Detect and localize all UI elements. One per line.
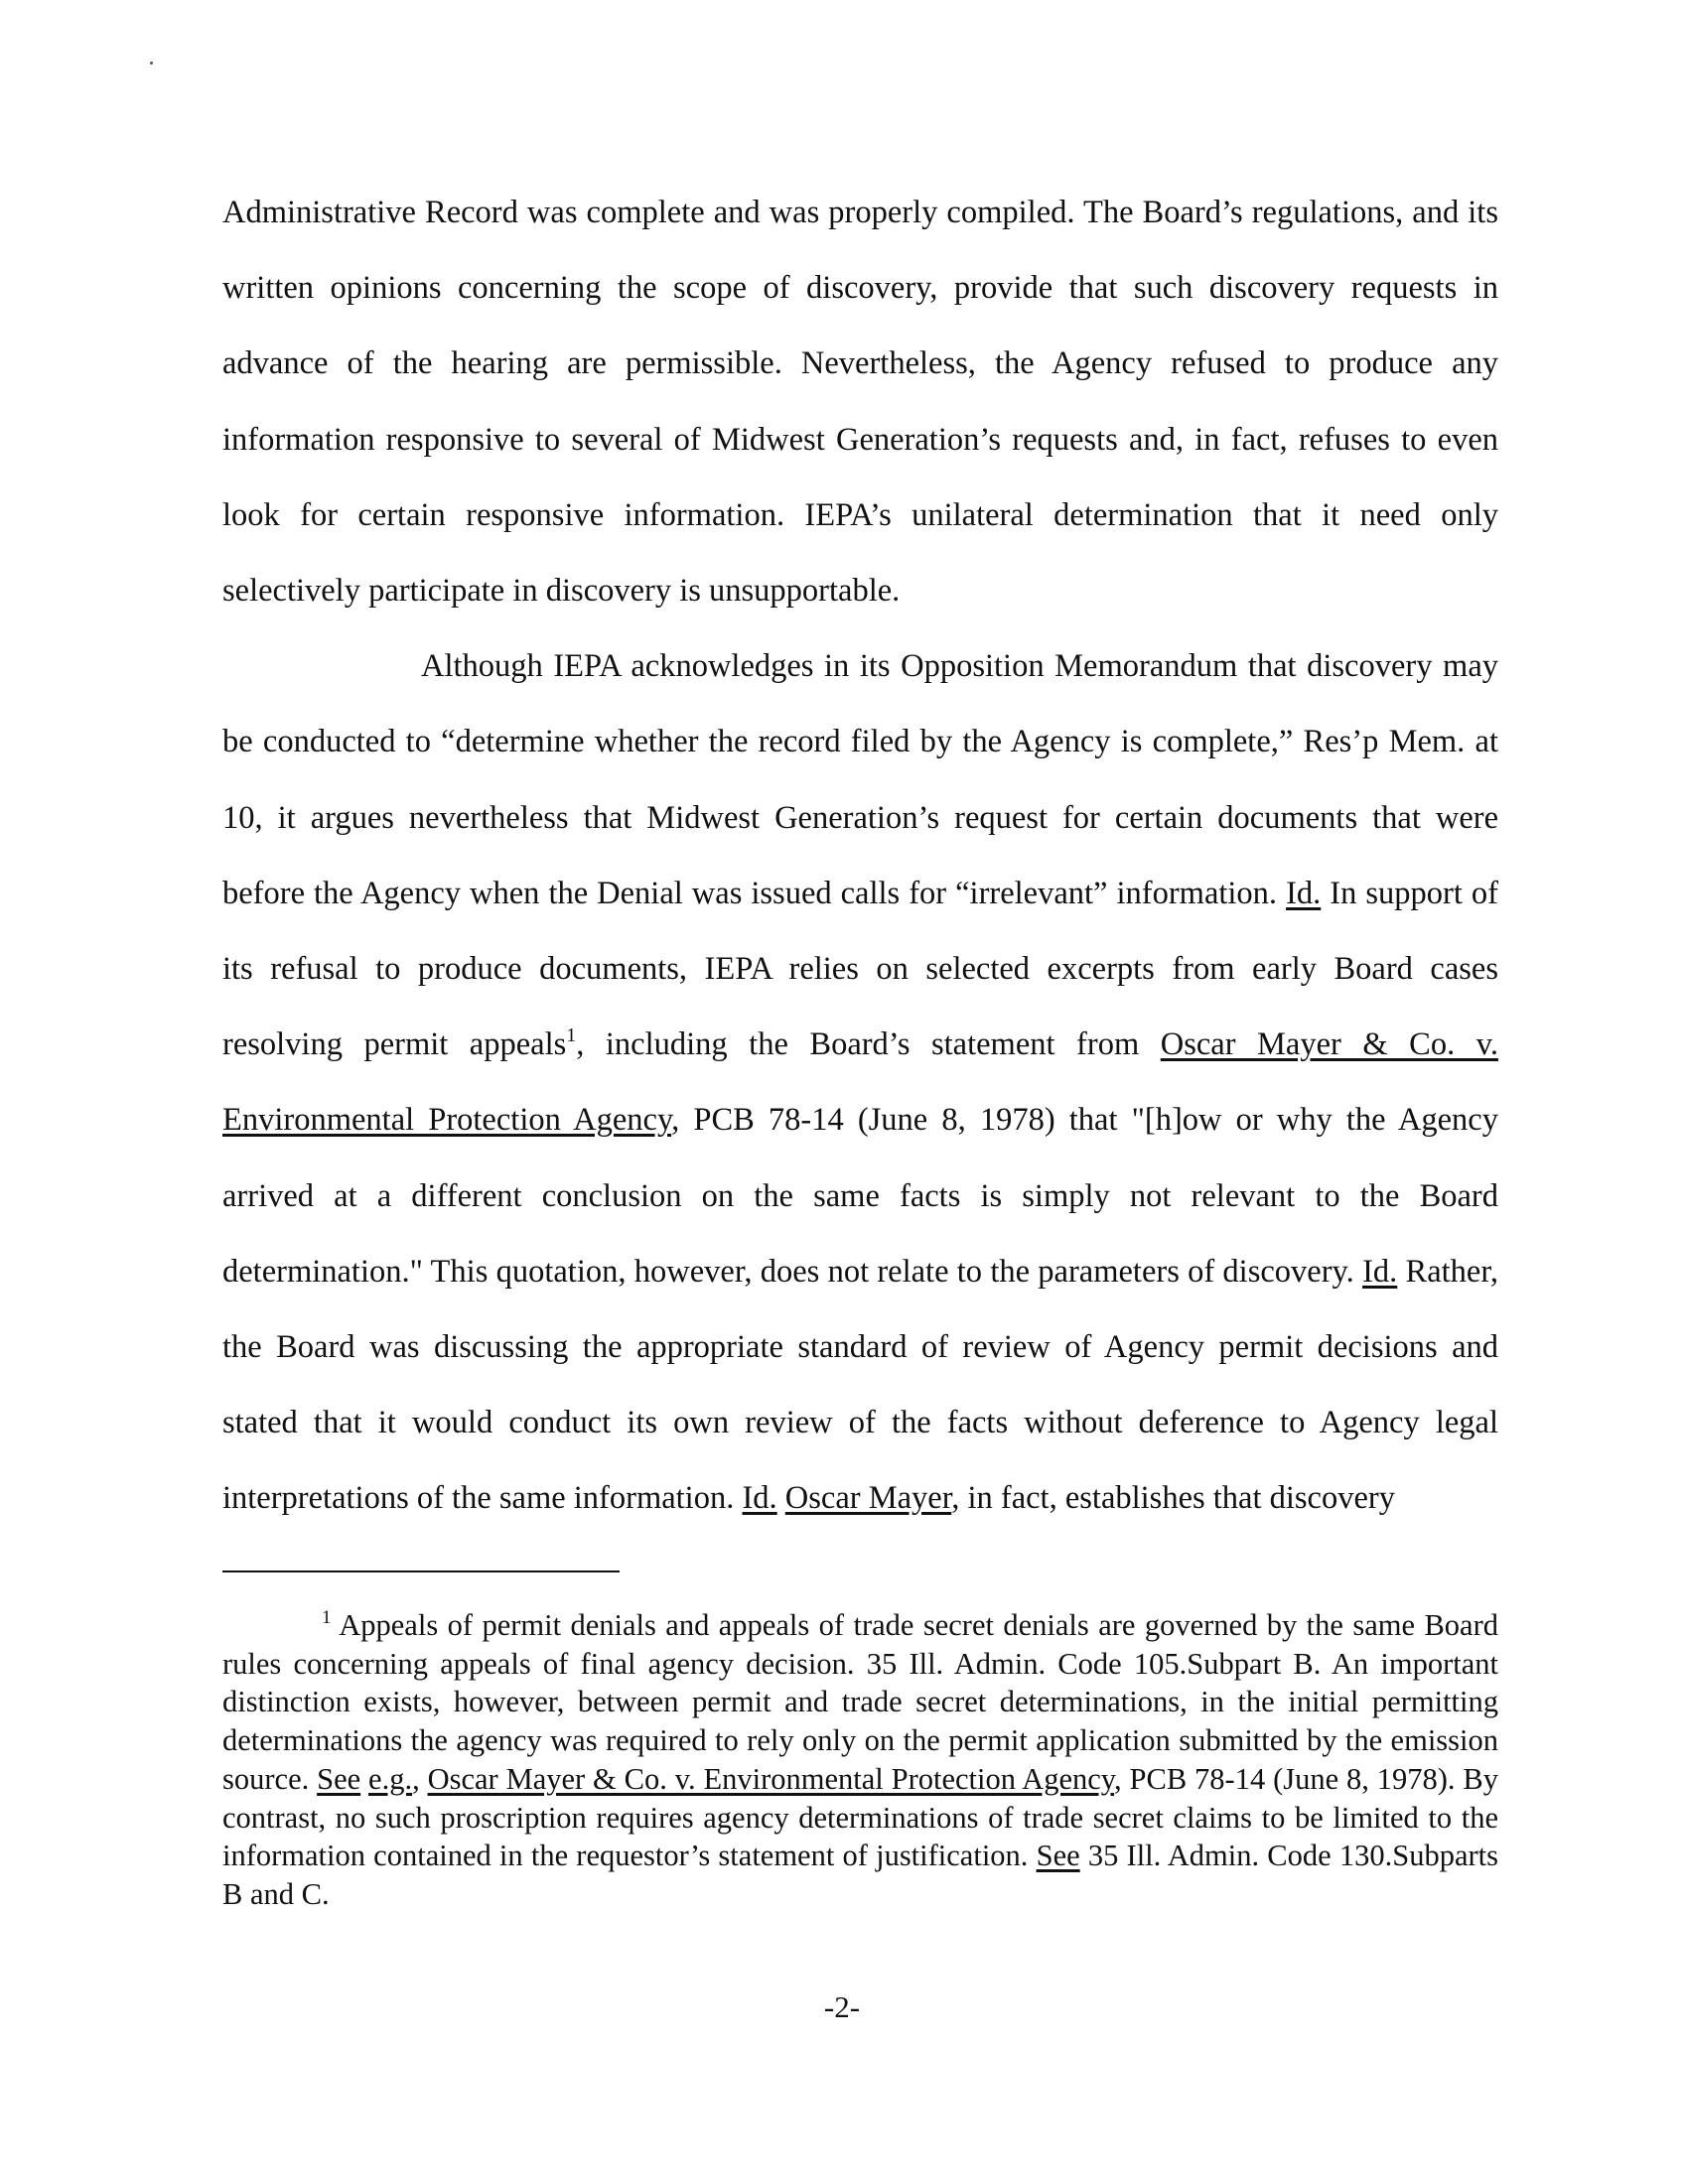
page-number: -2-	[823, 1989, 861, 2024]
footnote-reference: 1	[566, 1024, 577, 1047]
paragraph-2-text-5: Rather, the Board was discussing the appropriate standard of review of Agency permit decisions and stated that it would conduct its own review of the facts without deference to Agency legal interpretations of the same information.	[222, 1253, 1498, 1517]
footnote	[222, 1606, 1498, 1914]
footnote-text-4: , PCB 78-14 (June 8, 1978). By contrast, no such proscription requires agency determinations of trade secret claims to be limited to the information contained in the requestor’s statement of justification.	[222, 1761, 1499, 1873]
signal-eg: e.g.	[368, 1761, 413, 1796]
paragraph-2-text-4: , PCB 78-14 (June 8, 1978) that "[h]ow or why the Agency arrived at a different conclusion on the same facts is simply not relevant to the Board determination." This quotation, however, does not relate to the parameters of discovery.	[222, 1102, 1498, 1290]
footnote-text-5: 35 Ill. Admin. Code 130.Subparts B and C.	[222, 1839, 1498, 1911]
paragraph-2-text-6	[777, 1480, 785, 1516]
paragraph-1-text: Administrative Record was complete and was properly compiled. The Board’s regulations, and its written opinions concerning the scope of discovery, provide that such discovery requests in advance of the hearing are permissible. Nevertheless, the Agency refused to produce any information responsive to several of Midwest Generation’s requests and, in fact, refuses to even look for certain responsive information. IEPA’s unilateral determination that it need only selectively participate in discovery is unsupportable.	[222, 195, 1498, 610]
paragraph-2-text-2: In support of its refusal to produce documents, IEPA relies on selected excerpts from early Board cases resolving permit appeals	[222, 875, 1498, 1063]
footnote-number: 1	[322, 1607, 332, 1628]
signal-see: See	[1036, 1839, 1080, 1873]
citation-id: Id.	[742, 1480, 777, 1517]
footnote-text-1: Appeals of permit denials and appeals of trade secret denials are governed by the same Board rules concerning appeals of final agency decision. 35 Ill. Admin. Code 105.Subpart B. An important distinction exists, however, between permit and trade secret determinations, in the initial permitting determinations the agency was required to rely only on the permit application submitted by the emission source.	[222, 1608, 1498, 1796]
body-text	[222, 175, 1498, 1537]
footnote-text-2	[360, 1762, 368, 1796]
paragraph-2-text-1: Although IEPA acknowledges in its Opposition Memorandum that discovery may be conducted to “determine whether the record filed by the Agency is complete,” Res’p Mem. at 10, it argues nevertheless that Midwest Generation’s request for certain documents that were before the Agency when the Denial was issued calls for “irrelevant” information.	[222, 648, 1498, 911]
citation-id: Id.	[1362, 1253, 1398, 1290]
footnote-1	[222, 1606, 1498, 1914]
signal-see: See	[317, 1761, 361, 1796]
footnote-divider	[222, 1570, 620, 1572]
paragraph-2-text-3: , including the Board’s statement from	[576, 1026, 1161, 1063]
paragraph-2-text-7: , in fact, establishes that discovery	[951, 1480, 1395, 1517]
case-citation-oscar-mayer-short: Oscar Mayer	[784, 1480, 952, 1517]
footnote-text-3: ,	[412, 1761, 428, 1796]
paragraph-2	[222, 628, 1498, 1536]
footnote-case-citation: Oscar Mayer & Co. v. Environmental Protection Agency	[427, 1761, 1115, 1796]
citation-id: Id.	[1286, 875, 1322, 911]
scan-speck	[150, 62, 153, 65]
case-citation-oscar-mayer: Oscar Mayer & Co. v. Environmental Protection Agency	[222, 1026, 1498, 1139]
paragraph-1	[222, 175, 1498, 628]
